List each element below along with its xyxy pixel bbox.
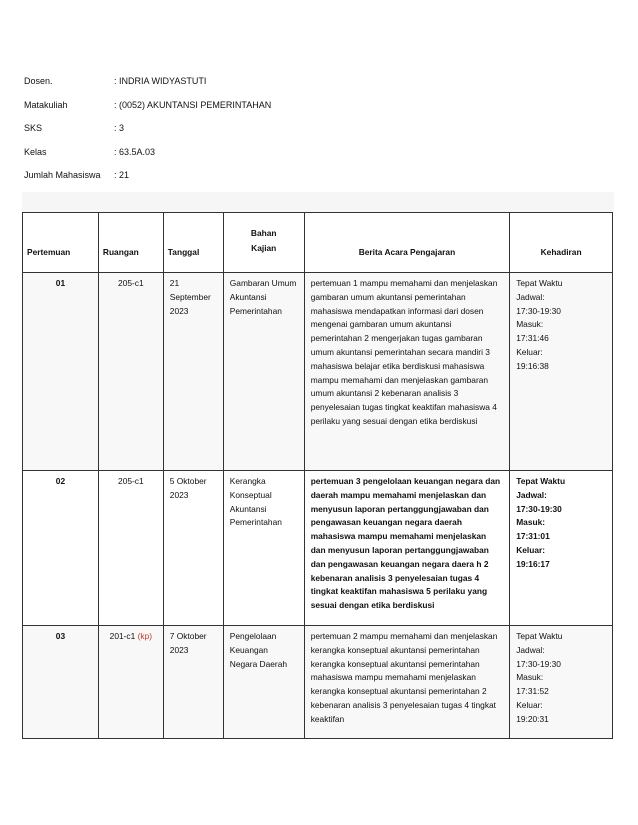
jumlah-value: : 21 bbox=[114, 170, 130, 180]
table-row bbox=[23, 273, 613, 471]
kehadiran-jadwal: 17:30-19:30 bbox=[516, 305, 561, 316]
row-ruangan: 205-c1 bbox=[98, 273, 163, 471]
kehadiran-keluar-label: Keluar: bbox=[516, 346, 543, 357]
kehadiran-status: Tepat Waktu bbox=[516, 278, 563, 288]
matakuliah-label: Matakuliah bbox=[24, 99, 68, 110]
course-info bbox=[24, 76, 271, 194]
kehadiran-jadwal-label: Jadwal: bbox=[516, 291, 545, 302]
row-berita-acara: pertemuan 2 mampu memahami dan menjelaskan kerangka konseptual akuntansi pemerintahan kerangka konseptual akuntansi pemerintahan mahasiswa mampu memahami menjelaskan kerangka konseptual akuntansi pemerintahan 2 kebenaran analisis 3 penyelesaian tugas 4 tingkat keaktifan bbox=[304, 626, 510, 739]
row-bahan-kajian: Gambaran Umum Akuntansi Pemerintahan bbox=[223, 273, 304, 471]
kehadiran-status: Tepat Waktu bbox=[516, 631, 563, 641]
sks-label: SKS bbox=[24, 123, 43, 133]
row-pertemuan: 02 bbox=[23, 471, 99, 626]
kehadiran-masuk-label: Masuk: bbox=[516, 672, 544, 683]
kehadiran-status: Tepat Waktu bbox=[516, 476, 566, 486]
row-bahan-kajian: Pengelolaan Keuangan Negara Daerah bbox=[223, 626, 304, 739]
info-row-matakuliah bbox=[24, 100, 271, 124]
sks-value: : 3 bbox=[114, 123, 125, 133]
row-pertemuan: 01 bbox=[23, 273, 99, 471]
kehadiran-jadwal: 17:30-19:30 bbox=[516, 503, 562, 514]
info-row-sks bbox=[24, 123, 271, 147]
kehadiran-jadwal: 17:30-19:30 bbox=[516, 658, 561, 669]
row-pertemuan: 03 bbox=[23, 626, 99, 739]
row-berita-acara: pertemuan 1 mampu memahami dan menjelaskan gambaran umum akuntansi pemerintahan mahasiswa mendapatkan informasi dari dosen mengenai gambaran umum akuntansi pemerintahan 2 mengerjakan tugas gambaran umum akuntansi pemerintahan secara mandiri 3 mahasiswa belajar etika berdiskusi mahasiswa mampu memahami dan menjelaskan gambaran umum akuntansi 2 kebenaran analisis 3 penyelesaian tugas tingkat keaktifan mahasiswa 4 perilaku yang sesuai dengan etika berdiskusi bbox=[304, 273, 510, 471]
header-bahan-line2: Kajian bbox=[251, 242, 277, 253]
header-tanggal: Tanggal bbox=[163, 213, 223, 273]
jumlah-label: Jumlah Mahasiswa bbox=[24, 170, 101, 180]
row-kehadiran bbox=[510, 471, 613, 626]
row-tanggal: 7 Oktober 2023 bbox=[163, 626, 223, 739]
kehadiran-masuk-label: Masuk: bbox=[516, 517, 546, 528]
kehadiran-keluar-label: Keluar: bbox=[516, 544, 546, 555]
kehadiran-masuk: 17:31:52 bbox=[516, 686, 549, 697]
row-berita-acara: pertemuan 3 pengelolaan keuangan negara dan daerah mampu memahami menjelaskan dan menyusun laporan pertanggungjawaban dan pengawasan keuangan negara daerah mahasiswa mampu memahami menjelaskan dan menyusun laporan pertanggungjawaban dan pengawasan keuangan negara daera h 2 kebenaran analisis 3 penyelesaian tugas 4 tingkat keaktifan mahasiswa 5 perilaku yang sesuai dengan etika berdiskusi bbox=[304, 471, 510, 626]
kehadiran-keluar: 19:20:31 bbox=[516, 713, 549, 724]
dosen-label: Dosen. bbox=[24, 76, 53, 86]
row-ruangan: 205-c1 bbox=[98, 471, 163, 626]
ruangan-value: 201-c1 bbox=[109, 631, 136, 641]
header-pertemuan: Pertemuan bbox=[23, 213, 99, 273]
header-ruangan: Ruangan bbox=[98, 213, 163, 273]
kehadiran-masuk-label: Masuk: bbox=[516, 319, 544, 330]
matakuliah-value: : (0052) AKUNTANSI PEMERINTAHAN bbox=[114, 99, 272, 110]
row-kehadiran bbox=[510, 273, 613, 471]
kehadiran-masuk: 17:31:46 bbox=[516, 333, 549, 344]
table-row bbox=[23, 471, 613, 626]
table-header-row bbox=[23, 213, 613, 273]
row-ruangan bbox=[98, 626, 163, 739]
ruangan-kp-note: (kp) bbox=[137, 631, 153, 641]
kehadiran-masuk: 17:31:01 bbox=[516, 531, 550, 542]
kelas-label: Kelas bbox=[24, 146, 47, 157]
kelas-value: : 63.5A.03 bbox=[114, 146, 156, 157]
row-tanggal: 5 Oktober 2023 bbox=[163, 471, 223, 626]
kehadiran-keluar: 19:16:17 bbox=[516, 558, 550, 569]
section-divider bbox=[22, 192, 614, 212]
kehadiran-keluar-label: Keluar: bbox=[516, 699, 543, 710]
header-kehadiran: Kehadiran bbox=[510, 213, 613, 273]
row-bahan-kajian: Kerangka Konseptual Akuntansi Pemerintahan bbox=[223, 471, 304, 626]
info-row-jumlah bbox=[24, 170, 271, 194]
info-row-dosen bbox=[24, 76, 271, 100]
attendance-table bbox=[22, 212, 613, 739]
kehadiran-keluar: 19:16:38 bbox=[516, 360, 549, 371]
row-tanggal: 21 September 2023 bbox=[163, 273, 223, 471]
header-bahan-kajian bbox=[223, 213, 304, 273]
header-berita-acara: Berita Acara Pengajaran bbox=[304, 213, 510, 273]
header-bahan-line1: Bahan bbox=[250, 227, 277, 238]
kehadiran-jadwal-label: Jadwal: bbox=[516, 489, 547, 500]
info-row-kelas bbox=[24, 147, 271, 171]
dosen-value: : INDRIA WIDYASTUTI bbox=[114, 76, 207, 86]
table-row bbox=[23, 626, 613, 739]
kehadiran-jadwal-label: Jadwal: bbox=[516, 644, 545, 655]
row-kehadiran bbox=[510, 626, 613, 739]
